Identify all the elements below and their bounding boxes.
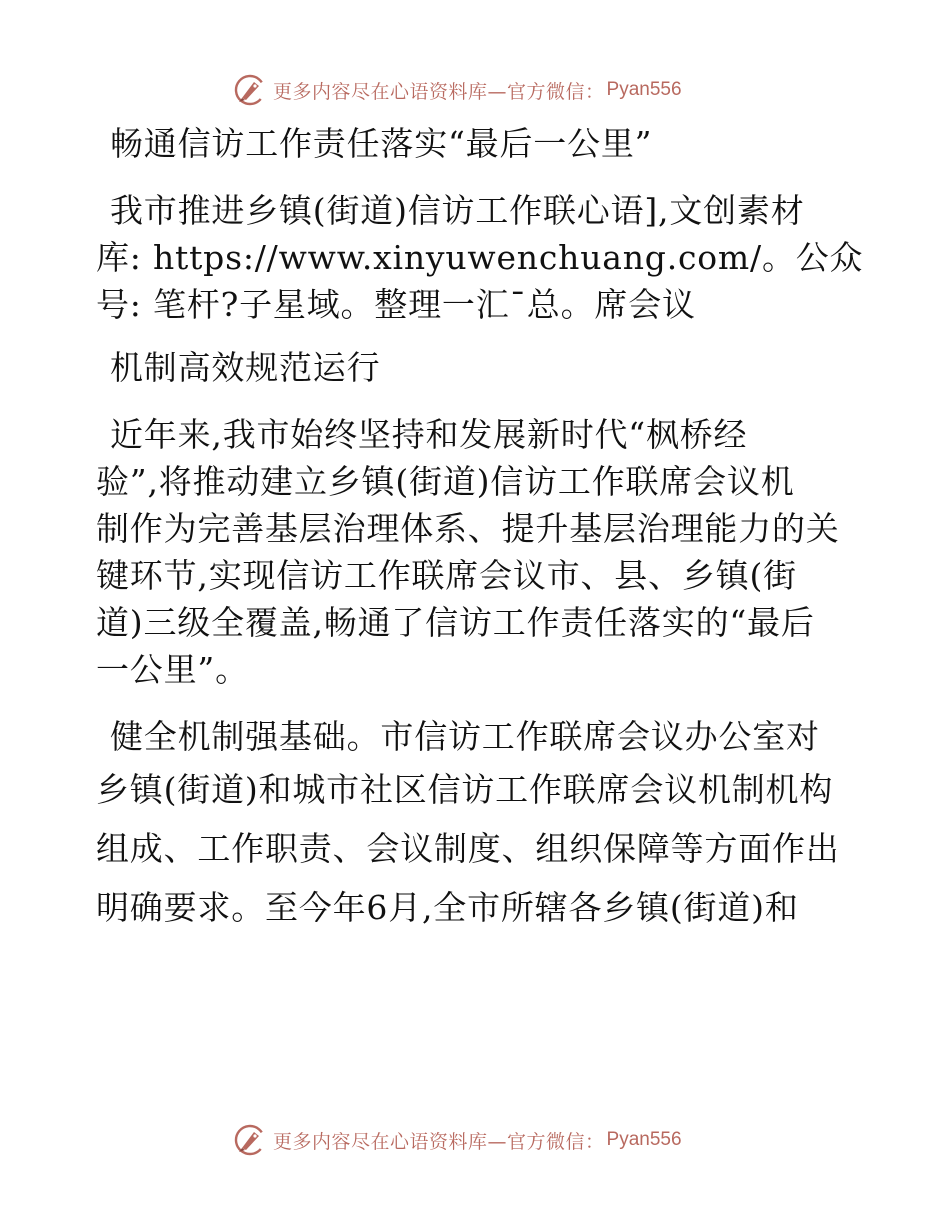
paragraph-line: 健全机制强基础。市信访工作联席会议办公室对 [110, 717, 820, 756]
watermark-text: 更多内容尽在心语资料库—官方微信： [273, 1130, 605, 1153]
article-subtitle: 机制高效规范运行 [110, 348, 381, 387]
paragraph-line: 明确要求。至今年6月,全市所辖各乡镇(街道)和 [96, 888, 799, 927]
footer-watermark [233, 1120, 682, 1160]
intro-line: 我市推进乡镇(街道)信访工作联心语],文创素材 [110, 191, 805, 230]
document-body [96, 120, 864, 937]
pen-nib-logo-icon [233, 1123, 267, 1157]
watermark-wechat-id: Pyan556 [606, 79, 682, 100]
watermark-text: 更多内容尽在心语资料库—官方微信： [273, 80, 605, 103]
paragraph-line: 键环节,实现信访工作联席会议市、县、乡镇(街 [96, 556, 797, 595]
watermark-wechat-id: Pyan556 [606, 1129, 682, 1150]
intro-line: 号: 笔杆?子星域。整理一汇¯总。席会议 [96, 285, 696, 324]
paragraph-line: 组成、工作职责、会议制度、组织保障等方面作出 [96, 829, 840, 868]
paragraph-line: 一公里”。 [96, 650, 249, 689]
paragraph-line: 验”,将推动建立乡镇(街道)信访工作联席会议机 [96, 462, 795, 501]
header-watermark [233, 70, 682, 110]
article-title: 畅通信访工作责任落实“最后一公里” [110, 124, 653, 163]
paragraph-line: 制作为完善基层治理体系、提升基层治理能力的关 [96, 509, 840, 548]
intro-line: 库: https://www.xinyuwenchuang.com/。公众 [96, 238, 864, 277]
paragraph-line: 道)三级全覆盖,畅通了信访工作责任落实的“最后 [96, 603, 815, 642]
pen-nib-logo-icon [233, 73, 267, 107]
paragraph-line: 近年来,我市始终坚持和发展新时代“枫桥经 [110, 415, 748, 454]
paragraph-line: 乡镇(街道)和城市社区信访工作联席会议机制机构 [96, 770, 834, 809]
